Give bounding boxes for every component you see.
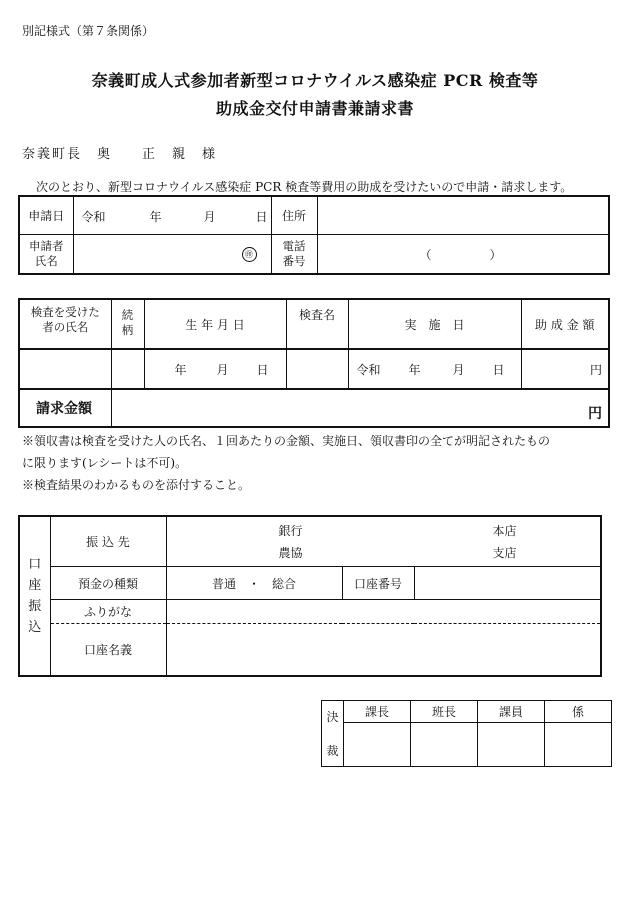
approval-side-label xyxy=(322,701,344,767)
account-number-label: 口座番号 xyxy=(342,567,414,600)
application-date-field[interactable] xyxy=(73,196,271,235)
applicant-name-field[interactable] xyxy=(73,235,271,275)
phone-close-paren: ） xyxy=(489,248,502,262)
approval-side-1: 決 xyxy=(326,709,339,724)
date-year-unit: 年 xyxy=(149,210,162,224)
header-relation xyxy=(111,299,144,349)
header-tested-person-2: 者の氏名 xyxy=(42,320,89,334)
tested-person-field[interactable] xyxy=(19,349,111,389)
furigana-label: ふりがな xyxy=(50,600,166,624)
applicant-name-label-2: 氏名 xyxy=(34,254,58,268)
birth-day-unit: 日 xyxy=(256,363,269,377)
phone-label-1: 電話 xyxy=(282,239,306,253)
intro-text: 次のとおり、新型コロナウイルス感染症 PCR 検査等費用の助成を受けたいので申請・請求します。 xyxy=(36,180,573,194)
account-type-options[interactable]: 普通 ・ 総合 xyxy=(166,567,342,600)
approval-stamp-section-chief[interactable] xyxy=(344,723,411,767)
account-holder-field[interactable] xyxy=(166,624,601,676)
form-label: 別記様式（第７条関係） xyxy=(22,24,155,38)
phone-label-2: 番号 xyxy=(282,254,306,268)
approval-stamp-clerk[interactable] xyxy=(545,723,612,767)
approval-stamp-staff[interactable] xyxy=(478,723,545,767)
note-line-1: ※領収書は検査を受けた人の氏名、１回あたりの金額、実施日、領収書印の全てが明記されたもの xyxy=(22,434,551,448)
transfer-to-label: 振 込 先 xyxy=(50,516,166,567)
test-date-era: 令和 xyxy=(356,363,381,377)
header-test-date: 実 施 日 xyxy=(348,299,521,349)
test-year-unit: 年 xyxy=(408,363,421,377)
addressee: 奈義町長 奥 正 親 様 xyxy=(22,147,218,162)
test-month-unit: 月 xyxy=(452,363,465,377)
header-amount: 助 成 金 額 xyxy=(521,299,609,349)
approval-role-section-chief: 課長 xyxy=(344,701,411,723)
note-line-2: に限ります(レシートは不可)。 xyxy=(22,456,188,470)
date-month-unit: 月 xyxy=(203,210,216,224)
amount-field[interactable]: 円 xyxy=(521,349,609,389)
approval-side-2: 裁 xyxy=(326,743,339,758)
bank-side-char-4: 込 xyxy=(28,619,42,635)
total-amount-label: 請求金額 xyxy=(19,389,111,427)
branch-label: 支店 xyxy=(492,546,517,560)
address-label: 住所 xyxy=(271,196,317,235)
address-field[interactable] xyxy=(317,196,609,235)
form-title-line-1: 奈義町成人式参加者新型コロナウイルス感染症 PCR 検査等 xyxy=(91,71,539,90)
approval-role-clerk: 係 xyxy=(545,701,612,723)
test-day-unit: 日 xyxy=(492,363,505,377)
applicant-name-label-1: 申請者 xyxy=(29,239,64,253)
birthdate-field[interactable] xyxy=(144,349,286,389)
birth-month-unit: 月 xyxy=(216,363,229,377)
header-tested-person-1: 検査を受けた xyxy=(30,305,100,319)
header-relation-1: 続 xyxy=(121,308,134,322)
applicant-name-label xyxy=(19,235,73,275)
application-date-label: 申請日 xyxy=(19,196,73,235)
test-name-field[interactable] xyxy=(286,349,348,389)
bank-side-char-3: 振 xyxy=(28,598,42,614)
approval-table xyxy=(321,700,612,767)
header-test-name: 検査名 xyxy=(286,299,348,349)
test-date-field[interactable] xyxy=(348,349,521,389)
header-tested-person xyxy=(19,299,111,349)
phone-label xyxy=(271,235,317,275)
notes xyxy=(22,430,622,496)
header-relation-2: 柄 xyxy=(121,323,134,337)
date-day-unit: 日 xyxy=(255,210,268,224)
approval-role-staff: 課員 xyxy=(478,701,545,723)
relation-field[interactable] xyxy=(111,349,144,389)
approval-stamp-group-leader[interactable] xyxy=(411,723,478,767)
applicant-table xyxy=(18,195,610,275)
phone-open-paren: （ xyxy=(419,248,432,262)
bank-side-char-2: 座 xyxy=(28,577,42,593)
birth-year-unit: 年 xyxy=(174,363,187,377)
phone-field[interactable] xyxy=(317,235,609,275)
approval-role-group-leader: 班長 xyxy=(411,701,478,723)
header-birthdate: 生 年 月 日 xyxy=(144,299,286,349)
note-line-3: ※検査結果のわかるものを添付すること。 xyxy=(22,478,251,492)
total-amount-field[interactable]: 円 xyxy=(111,389,609,427)
account-holder-label: 口座名義 xyxy=(50,624,166,676)
ja-label: 農協 xyxy=(278,546,303,560)
form-title-line-2: 助成金交付申請書兼請求書 xyxy=(215,99,414,118)
test-table xyxy=(18,298,610,428)
account-type-label: 預金の種類 xyxy=(50,567,166,600)
furigana-field[interactable] xyxy=(166,600,601,624)
bank-transfer-table xyxy=(18,515,602,677)
seal-mark: ㊞ xyxy=(242,247,257,262)
transfer-to-field[interactable] xyxy=(166,516,601,567)
bank-label: 銀行 xyxy=(278,524,303,538)
bank-side-char-1: 口 xyxy=(28,556,42,572)
bank-side-label xyxy=(19,516,50,676)
date-era: 令和 xyxy=(81,210,106,224)
account-number-field[interactable] xyxy=(414,567,601,600)
head-office-label: 本店 xyxy=(492,524,517,538)
